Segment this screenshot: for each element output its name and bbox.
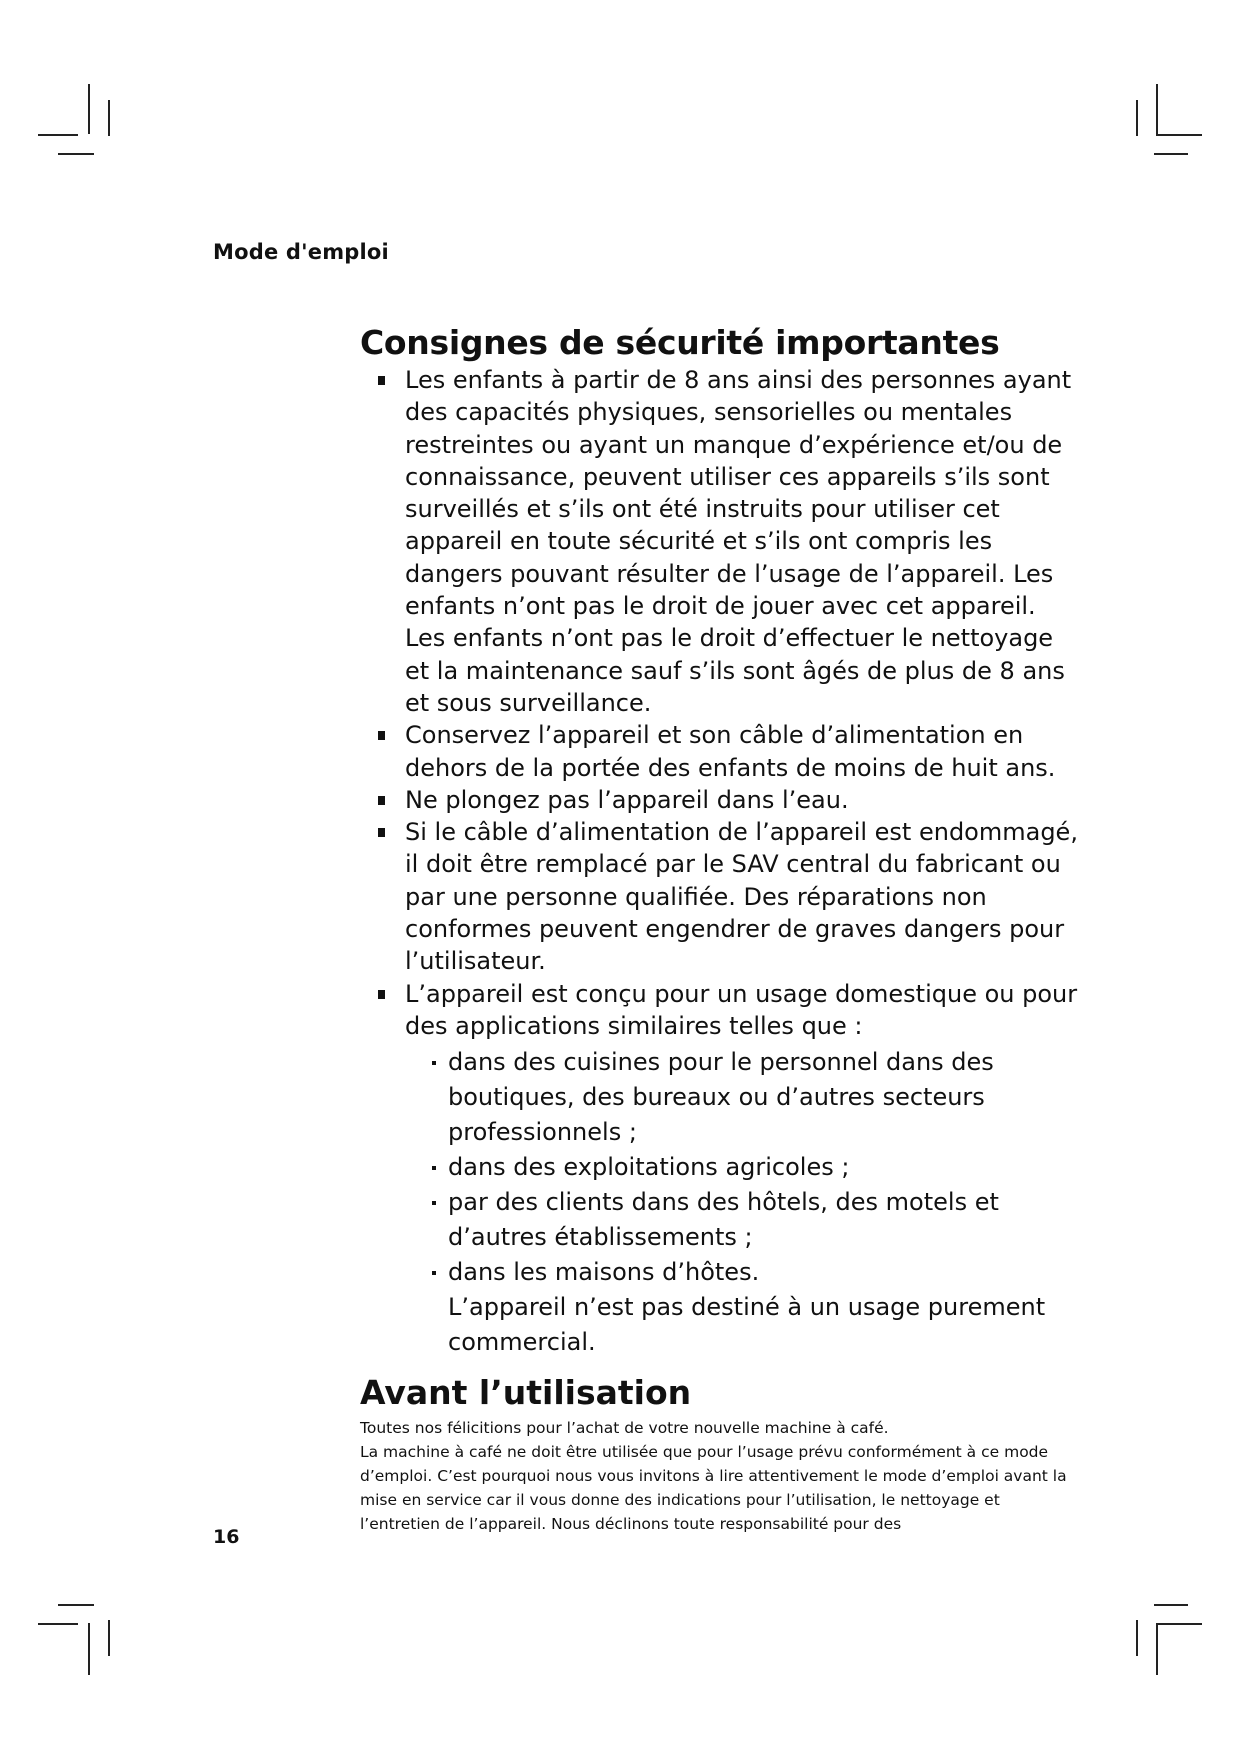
crop-mark: [38, 1623, 78, 1625]
square-bullet-icon: [378, 376, 385, 385]
square-bullet-icon: [378, 990, 385, 999]
list-item-text: L’appareil est conçu pour un usage domestique ou pour des applications similaires telles que :: [405, 979, 1078, 1040]
crop-mark: [108, 100, 110, 136]
crop-mark: [88, 84, 90, 134]
sub-list-item-text: dans des cuisines pour le personnel dans des boutiques, des bureaux ou d’autres secteurs professionnels ;: [448, 1048, 994, 1147]
sub-list-item-text: dans des exploitations agricoles ;: [448, 1153, 850, 1182]
before-use-paragraph: [360, 1416, 1080, 1536]
list-item-text: Conservez l’appareil et son câble d’alimentation en dehors de la portée des enfants de moins de huit ans.: [405, 721, 1056, 782]
dot-bullet-icon: [432, 1061, 436, 1065]
crop-mark: [1136, 1620, 1138, 1656]
list-item-text: Les enfants à partir de 8 ans ainsi des personnes ayant des capacités physiques, sensorielles ou mentales restreintes ou ayant un manque d’expérience et/ou de connaissance, peuvent utiliser ces appareils s’ils sont surveillés et s’ils ont été instruits pour utiliser cet appareil en toute sécurité et s’ils ont compris les dangers pouvant résulter de l’usage de l’appareil. Les enfants n’ont pas le droit de jouer avec cet appareil. Les enfants n’ont pas le droit d’effectuer le nettoyage et la maintenance sauf s’ils sont âgés de plus de 8 ans et sous surveillance.: [405, 366, 1072, 717]
list-item: [378, 719, 1080, 784]
crop-mark: [1156, 1623, 1158, 1675]
crop-mark: [1154, 1604, 1188, 1606]
list-item-text: Si le câble d’alimentation de l’appareil est endommagé, il doit être remplacé par le SAV central du fabricant ou par une personne qualifiée. Des réparations non conformes peuvent engendrer de graves dangers pour l’utilisateur.: [405, 818, 1078, 976]
intro-line-1: Toutes nos félicitions pour l’achat de votre nouvelle machine à café.: [360, 1419, 889, 1438]
sub-list-item-text: dans les maisons d’hôtes.: [448, 1258, 760, 1287]
crop-mark: [1154, 153, 1188, 155]
dot-bullet-icon: [432, 1166, 436, 1170]
square-bullet-icon: [378, 796, 385, 805]
sub-list-item: [432, 1255, 1080, 1290]
crop-mark: [88, 1623, 90, 1675]
sub-list-item: [432, 1150, 1080, 1185]
crop-mark: [58, 1604, 94, 1606]
crop-mark: [1136, 100, 1138, 136]
dot-bullet-icon: [432, 1201, 436, 1205]
square-bullet-icon: [378, 731, 385, 740]
list-item: [378, 364, 1080, 719]
crop-mark: [38, 134, 78, 136]
sub-list-item-text: par des clients dans des hôtels, des motels et d’autres établissements ;: [448, 1188, 999, 1252]
square-bullet-icon: [378, 828, 385, 837]
usage-context-list: [405, 1045, 1080, 1290]
safety-instructions-list: [360, 364, 1080, 1360]
crop-mark: [108, 1620, 110, 1656]
running-header: Mode d'emploi: [213, 240, 389, 264]
page-number: 16: [213, 1526, 240, 1548]
list-item: [378, 816, 1080, 977]
list-item: [378, 978, 1080, 1361]
dot-bullet-icon: [432, 1271, 436, 1275]
crop-mark: [58, 153, 94, 155]
main-content: [360, 322, 1080, 1536]
list-item: [378, 784, 1080, 816]
commercial-use-note: L’appareil n’est pas destiné à un usage purement commercial.: [448, 1293, 1046, 1357]
list-item-text: Ne plongez pas l’appareil dans l’eau.: [405, 785, 849, 814]
intro-line-2: La machine à café ne doit être utilisée que pour l’usage prévu conformément à ce mode d’emploi. C’est pourquoi nous vous invitons à lire attentivement le mode d’emploi avant la mise en service car il vous donne des indications pour l’utilisation, le nettoyage et l’entretien de l’appareil. Nous déclinons toute responsabilité pour des: [360, 1443, 1067, 1534]
sub-list-item: [432, 1185, 1080, 1255]
sub-list-item: [432, 1045, 1080, 1150]
before-use-section-title: Avant l’utilisation: [360, 1373, 692, 1413]
crop-mark: [1156, 134, 1202, 136]
safety-section-title: Consignes de sécurité importantes: [360, 323, 1000, 362]
crop-mark: [1156, 1623, 1202, 1625]
crop-mark: [1156, 84, 1158, 134]
